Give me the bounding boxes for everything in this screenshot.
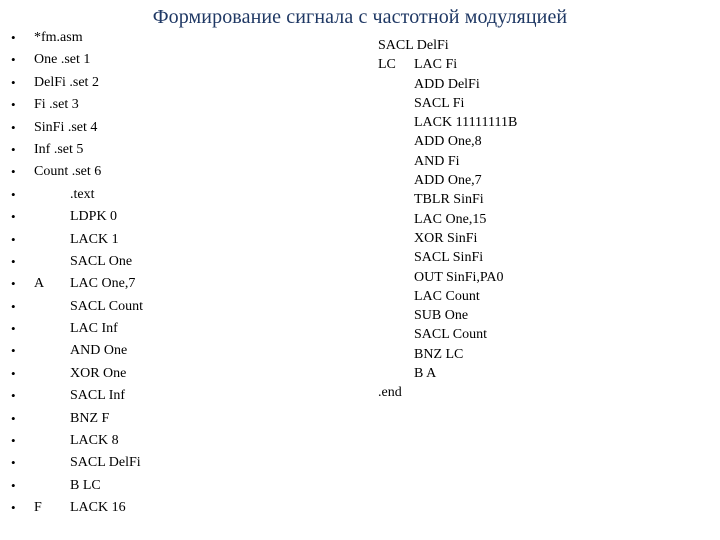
bullet-icon: • [11,321,16,337]
code-line [0,363,360,385]
code-line [378,306,708,325]
code-text: SinFi .set 4 [34,119,98,135]
code-text: SUB One [414,308,469,324]
bullet-icon: • [11,74,16,90]
code-line [0,497,360,519]
code-text: SACL DelFi [70,455,141,471]
code-line [378,55,708,74]
code-label: F [34,500,42,516]
code-line [378,113,708,132]
code-label: A [34,276,45,292]
code-text: LAC One,15 [414,211,487,227]
code-text: XOR One [70,365,127,381]
code-text: SACL DelFi [378,38,449,53]
code-text: One .set 1 [34,52,91,68]
code-text: Count .set 6 [34,164,102,180]
code-line [0,408,360,430]
code-line [378,383,708,402]
code-text: *fm.asm [34,30,83,45]
bullet-icon: • [11,343,16,359]
code-text: LACK 1 [70,231,119,247]
slide-title: Формирование сигнала с частотной модуляцией [152,6,568,28]
code-text: Inf .set 5 [34,141,84,157]
code-line [0,206,360,228]
code-text: TBLR SinFi [414,192,484,208]
code-text: SACL Fi [414,95,465,111]
code-line [0,117,360,139]
code-line [378,94,708,113]
bullet-icon: • [11,141,16,157]
bullet-icon: • [11,186,16,202]
code-line [378,132,708,151]
code-line [0,430,360,452]
code-text: LDPK 0 [70,209,118,225]
code-text: BNZ F [70,410,110,426]
code-text: .end [378,385,402,401]
code-line [378,248,708,267]
code-line [378,229,708,248]
code-line [0,161,360,183]
code-text: LAC Count [414,288,480,304]
code-text: LAC Fi [414,57,458,73]
code-text: ADD DelFi [414,76,480,92]
code-line [0,273,360,295]
code-text: B A [414,366,437,382]
code-text: LAC Inf [70,321,118,337]
code-line [0,340,360,362]
code-text: SACL Count [70,298,143,314]
code-line [378,364,708,383]
code-line [378,75,708,94]
code-text: SACL One [70,253,133,269]
bullet-icon: • [11,276,16,292]
code-text: Fi .set 3 [34,97,79,113]
code-line [0,452,360,474]
bullet-icon: • [11,231,16,247]
code-text: LACK 16 [70,500,126,516]
code-line [0,251,360,273]
bullet-icon: • [11,119,16,135]
code-line [0,49,360,71]
bullet-icon: • [11,209,16,225]
code-line [0,229,360,251]
code-line [0,184,360,206]
code-line [0,72,360,94]
bullet-icon: • [11,253,16,269]
code-line [0,94,360,116]
code-line [378,325,708,344]
bullet-icon: • [11,164,16,180]
code-line [378,268,708,287]
bullet-icon: • [11,97,16,113]
code-line [0,318,360,340]
code-line [0,27,360,49]
left-code-column [0,27,360,520]
code-text: .text [70,186,95,202]
bullet-icon: • [11,455,16,471]
code-text: LAC One,7 [70,276,136,292]
code-text: BNZ LC [414,346,464,362]
code-text: B LC [70,477,101,493]
bullet-icon: • [11,388,16,404]
bullet-icon: • [11,365,16,381]
code-line [378,190,708,209]
code-line [378,345,708,364]
code-text: ADD One,8 [414,134,482,150]
code-text: XOR SinFi [414,230,478,246]
code-text: SACL Inf [70,388,126,404]
code-line [378,36,708,55]
code-line [378,210,708,229]
bullet-icon: • [11,30,16,45]
code-line [0,385,360,407]
code-line [0,475,360,497]
code-text: AND Fi [414,153,460,169]
code-text: SACL Count [414,327,487,343]
code-text: SACL SinFi [414,250,484,266]
code-line [378,171,708,190]
bullet-icon: • [11,410,16,426]
code-label: LC [378,57,396,73]
bullet-icon: • [11,52,16,68]
code-text: LACK 11111111B [414,115,518,131]
code-line [0,139,360,161]
bullet-icon: • [11,477,16,493]
code-text: AND One [70,343,128,359]
code-text: OUT SinFi,PA0 [414,269,504,285]
bullet-icon: • [11,500,16,516]
code-line [0,296,360,318]
right-code-column [378,36,708,403]
code-text: DelFi .set 2 [34,74,99,90]
code-text: LACK 8 [70,433,119,449]
bullet-icon: • [11,433,16,449]
bullet-icon: • [11,298,16,314]
code-line [378,287,708,306]
code-line [378,152,708,171]
code-text: ADD One,7 [414,173,482,189]
